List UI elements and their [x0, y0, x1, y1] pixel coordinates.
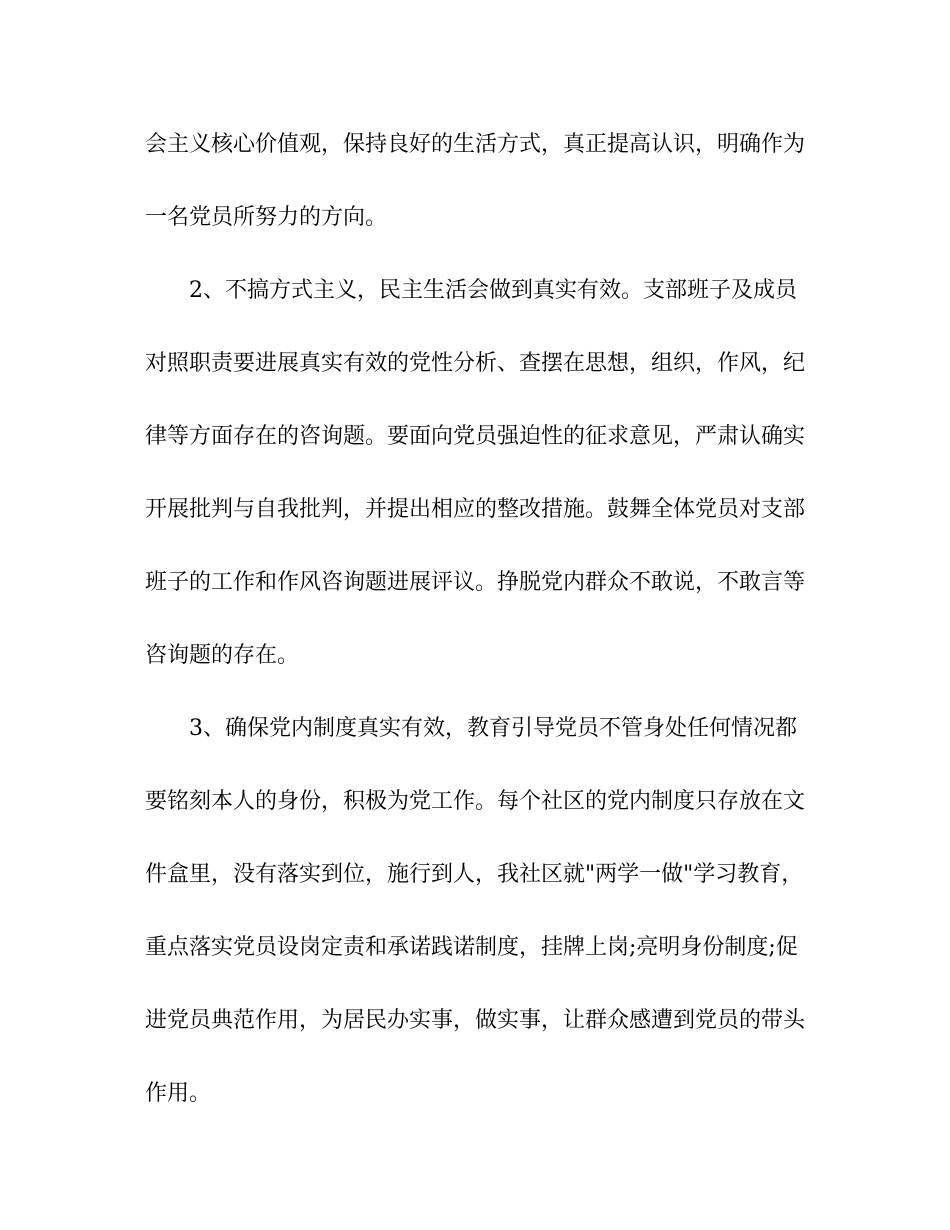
text-line-4: 对照职责要进展真实有效的党性分析、查摆在思想，组织，作风，纪 [145, 351, 806, 376]
text-line-2: 一名党员所努力的方向。 [145, 205, 388, 230]
text-line-13: 进党员典范作用，为居民办实事，做实事，让群众感遭到党员的带头 [145, 1008, 806, 1033]
text-line-6: 开展批判与自我批判，并提出相应的整改措施。鼓舞全体党员对支部 [145, 497, 806, 522]
text-line-11: 件盒里，没有落实到位，施行到人，我社区就"两学一做"学习教育， [145, 862, 804, 887]
text-line-1: 会主义核心价值观，保持良好的生活方式，真正提高认识，明确作为 [145, 132, 806, 157]
text-line-5: 律等方面存在的咨询题。要面向党员强迫性的征求意见，严肃认确实 [145, 424, 806, 449]
text-line-14: 作用。 [145, 1081, 212, 1106]
text-line-8: 咨询题的存在。 [145, 643, 300, 668]
text-line-9: 3、确保党内制度真实有效，教育引导党员不管身处任何情况都 [189, 716, 797, 741]
text-line-10: 要铭刻本人的身份，积极为党工作。每个社区的党内制度只存放在文 [145, 789, 806, 814]
text-line-12: 重点落实党员设岗定责和承诺践诺制度，挂牌上岗;亮明身份制度;促 [145, 935, 798, 960]
text-line-3: 2、不搞方式主义，民主生活会做到真实有效。支部班子及成员 [189, 278, 797, 303]
text-line-7: 班子的工作和作风咨询题进展评议。挣脱党内群众不敢说，不敢言等 [145, 570, 806, 595]
